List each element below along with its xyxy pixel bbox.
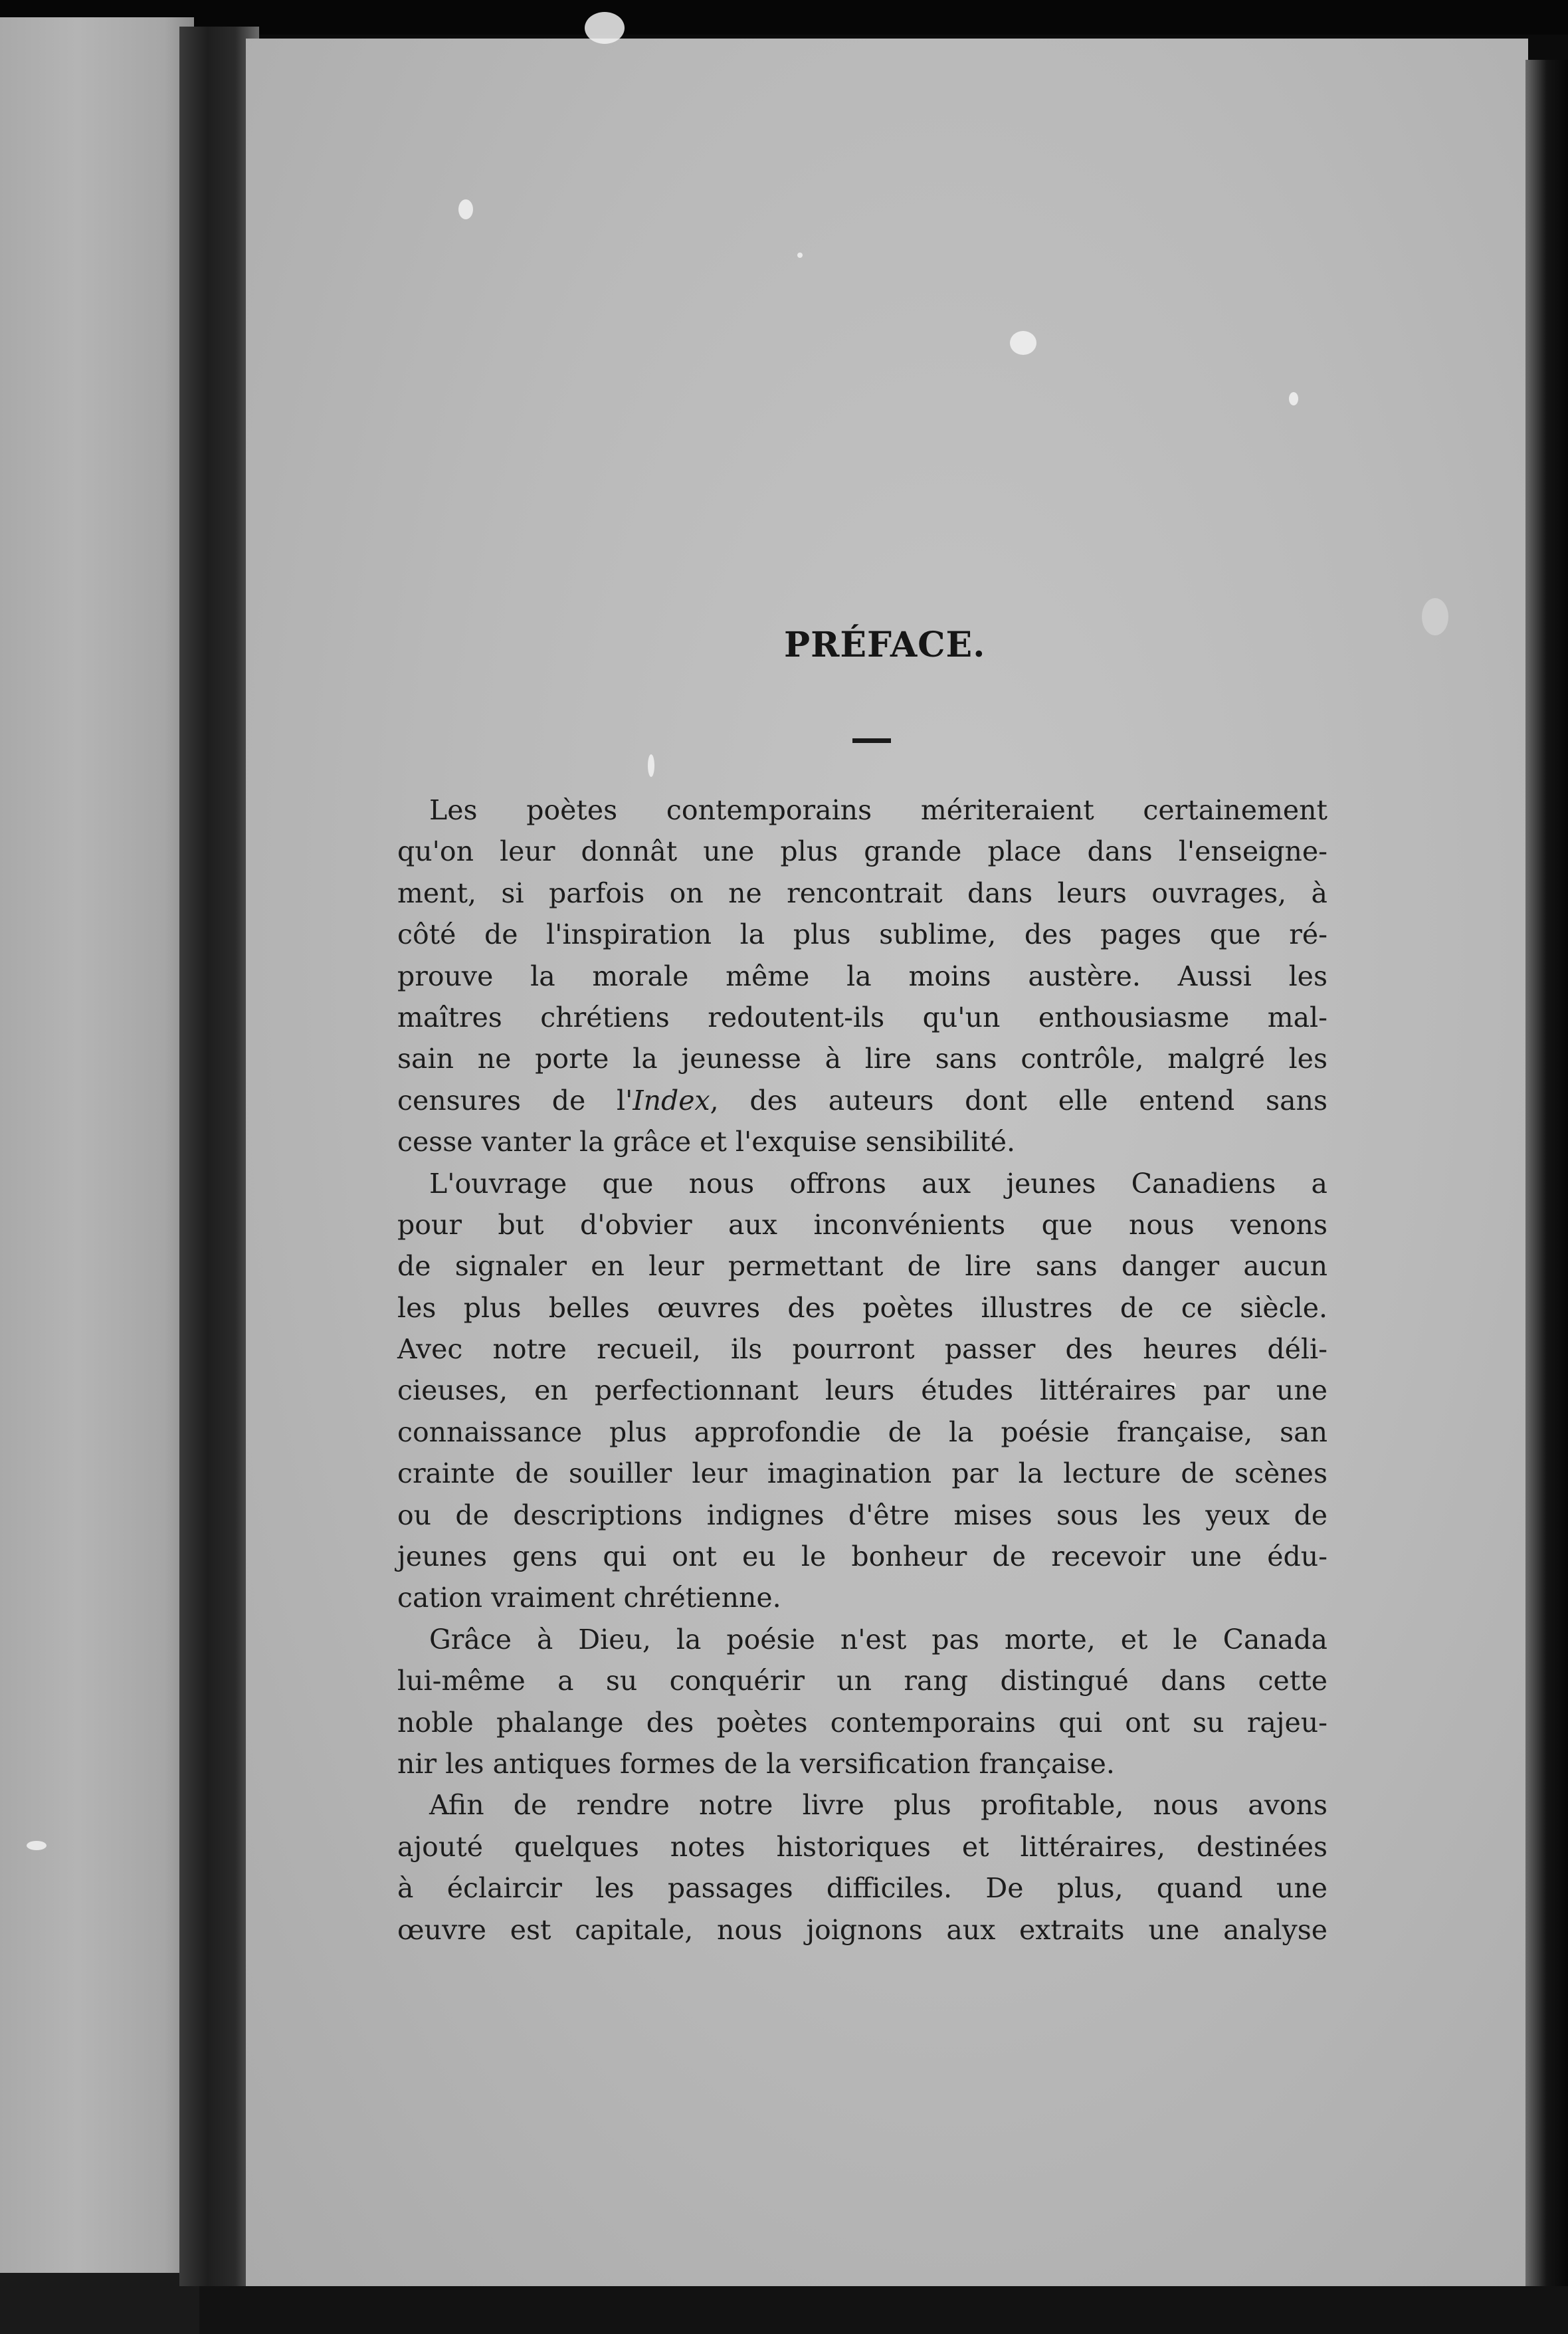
text-line: cieuses, en perfectionnant leurs études littéraires par une	[397, 1374, 1327, 1407]
film-bottom-border	[199, 2286, 1568, 2334]
dust-speck	[27, 1841, 47, 1850]
text-line: Afin de rendre notre livre plus profitable, nous avons	[429, 1789, 1327, 1822]
dust-speck	[585, 12, 625, 44]
dust-speck	[797, 253, 803, 258]
dust-speck	[458, 199, 473, 219]
dust-speck	[1289, 392, 1298, 405]
paragraph	[397, 1619, 1327, 1785]
text-line: cesse vanter la grâce et l'exquise sensibilité.	[397, 1126, 1015, 1158]
preface-body	[397, 790, 1327, 1951]
dust-speck	[648, 754, 654, 777]
paragraph	[397, 1163, 1327, 1619]
text-line: côté de l'inspiration la plus sublime, des pages que ré-	[397, 918, 1327, 951]
text-line: les plus belles œuvres des poètes illustres de ce siècle.	[397, 1291, 1327, 1324]
page-title: PRÉFACE.	[784, 625, 986, 665]
text-line: lui-même a su conquérir un rang distingué dans cette	[397, 1665, 1327, 1697]
previous-leaf-edge	[0, 17, 194, 2277]
text-line: L'ouvrage que nous offrons aux jeunes Canadiens a	[429, 1167, 1327, 1200]
title-separator-rule	[852, 738, 891, 743]
text-line: connaissance plus approfondie de la poésie française, san	[397, 1416, 1327, 1448]
text-line: nir les antiques formes de la versification française.	[397, 1747, 1115, 1780]
text-line: sain ne porte la jeunesse à lire sans contrôle, malgré les	[397, 1043, 1327, 1075]
text-line: cation vraiment chrétienne.	[397, 1582, 781, 1614]
paragraph	[397, 790, 1327, 1163]
text-line: à éclaircir les passages difficiles. De plus, quand une	[397, 1872, 1327, 1905]
paragraph	[397, 1784, 1327, 1951]
text-line: prouve la morale même la moins austère. Aussi les	[397, 960, 1327, 992]
text-line: crainte de souiller leur imagination par la lecture de scènes	[397, 1457, 1327, 1490]
text-line: qu'on leur donnât une plus grande place dans l'enseigne-	[397, 835, 1327, 868]
text-line: noble phalange des poètes contemporains qui ont su rajeu-	[397, 1706, 1327, 1739]
text-line: maîtres chrétiens redoutent-ils qu'un enthousiasme mal-	[397, 1001, 1327, 1033]
text-line: Avec notre recueil, ils pourront passer des heures déli-	[397, 1333, 1327, 1366]
text-line: ajouté quelques notes historiques et littéraires, destinées	[397, 1830, 1327, 1863]
film-right-border	[1525, 60, 1568, 2334]
text-line: ment, si parfois on ne rencontrait dans leurs ouvrages, à	[397, 877, 1327, 909]
text-line: jeunes gens qui ont eu le bonheur de recevoir une édu-	[397, 1540, 1327, 1573]
dust-speck	[1422, 598, 1448, 635]
text-line: Les poètes contemporains mériteraient certainement	[429, 794, 1327, 826]
text-line: ou de descriptions indignes d'être mises sous les yeux de	[397, 1499, 1327, 1531]
text-line: censures de l'Index, des auteurs dont elle entend sans	[397, 1084, 1327, 1116]
text-line: œuvre est capitale, nous joignons aux extraits une analyse	[397, 1913, 1327, 1946]
text-line: de signaler en leur permettant de lire sans danger aucun	[397, 1250, 1327, 1283]
film-bottom-left-border	[0, 2273, 199, 2334]
text-line: Grâce à Dieu, la poésie n'est pas morte, et le Canada	[429, 1623, 1327, 1655]
dust-speck	[1010, 331, 1036, 355]
text-line: pour but d'obvier aux inconvénients que nous venons	[397, 1208, 1327, 1241]
